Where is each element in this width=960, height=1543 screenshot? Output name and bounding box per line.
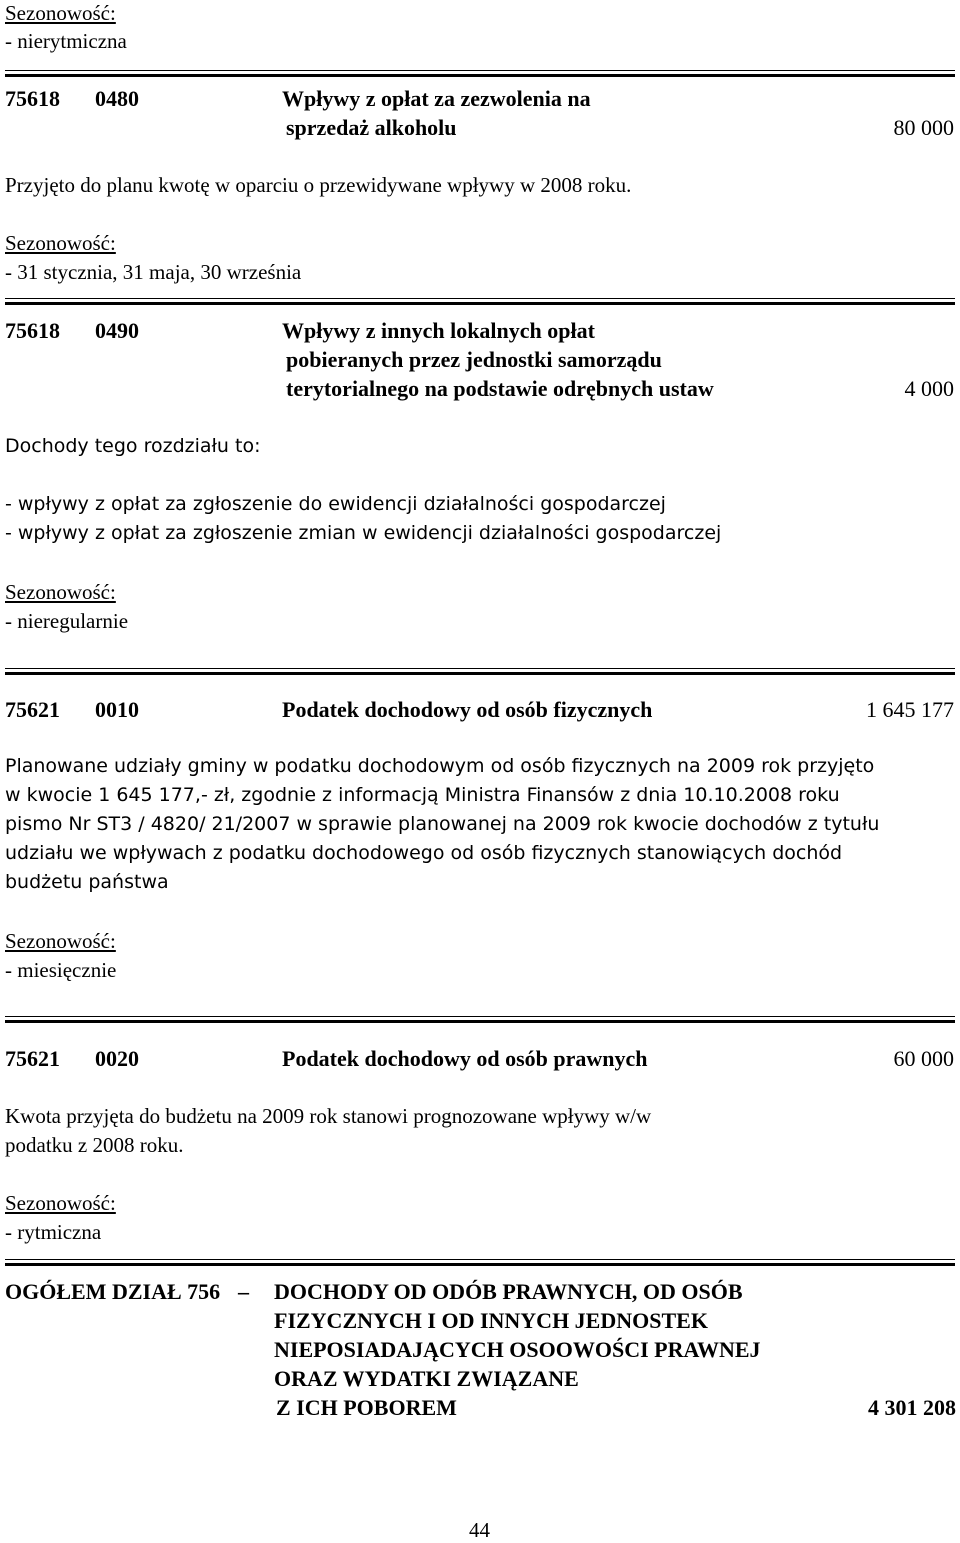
seasonality-value: - rytmiczna [5,1220,102,1244]
section-title-line: Wpływy z innych lokalnych opłat [282,318,595,343]
section-divider [5,1259,955,1266]
list-item: - wpływy z opłat za zgłoszenie do ewidencji działalności gospodarczej [5,493,666,515]
section-amount: 1 645 177 [866,697,954,722]
description-line: Kwota przyjęta do budżetu na 2009 rok stanowi prognozowane wpływy w/w [5,1104,652,1128]
seasonality-value: - 31 stycznia, 31 maja, 30 września [5,260,302,284]
seasonality-label: Sezonowość: [5,1191,116,1215]
section-divider [5,70,955,77]
section-intro: Dochody tego rozdziału to: [5,435,261,457]
total-title-line: FIZYCZNYCH I OD INNYCH JEDNOSTEK [274,1308,708,1333]
page-number: 44 [469,1518,490,1542]
total-prefix: OGÓŁEM DZIAŁ 756 [5,1279,221,1304]
description-line: podatku z 2008 roku. [5,1133,184,1157]
seasonality-value: - miesięcznie [5,958,117,982]
section-description: Przyjęto do planu kwotę w oparciu o przewidywane wpływy w 2008 roku. [5,173,632,197]
section-subcode: 0010 [95,697,139,722]
total-title-line: NIEPOSIADAJĄCYCH OSOOWOŚCI PRAWNEJ [274,1337,761,1362]
section-title: Podatek dochodowy od osób fizycznych [282,697,653,722]
section-code: 75618 [5,86,60,111]
seasonality-label: Sezonowość: [5,580,116,604]
section-title-line: sprzedaż alkoholu [286,115,457,140]
section-code: 75618 [5,318,60,343]
description-line: Planowane udziały gminy w podatku dochodowym od osób fizycznych na 2009 rok przyjęto [5,755,875,777]
section-code: 75621 [5,697,60,722]
total-dash: – [238,1279,249,1304]
seasonality-label: Sezonowość: [5,231,116,255]
section-divider [5,668,955,675]
section-title: Podatek dochodowy od osób prawnych [282,1046,648,1071]
section-title-line: terytorialnego na podstawie odrębnych ustaw [286,376,714,401]
total-title-line: DOCHODY OD ODÓB PRAWNYCH, OD OSÓB [274,1279,743,1304]
section-subcode: 0490 [95,318,139,343]
list-item: - wpływy z opłat za zgłoszenie zmian w ewidencji działalności gospodarczej [5,522,722,544]
section-title-line: Wpływy z opłat za zezwolenia na [282,86,591,111]
section-subcode: 0480 [95,86,139,111]
section-amount: 4 000 [904,376,954,401]
description-line: pismo Nr ST3 / 4820/ 21/2007 w sprawie planowanej na 2009 rok kwocie dochodów z tytułu [5,813,880,835]
total-title-line: ORAZ WYDATKI ZWIĄZANE [274,1366,579,1391]
seasonality-value: - nierytmiczna [5,29,127,53]
description-line: w kwocie 1 645 177,- zł, zgodnie z informacją Ministra Finansów z dnia 10.10.2008 roku [5,784,840,806]
section-divider [5,298,955,305]
seasonality-label: Sezonowość: [5,1,116,25]
total-title-line: Z ICH POBOREM [276,1395,457,1420]
section-divider [5,1016,955,1023]
description-line: udziału we wpływach z podatku dochodowego od osób fizycznych stanowiących dochód [5,842,843,864]
seasonality-value: - nieregularnie [5,609,129,633]
section-amount: 80 000 [893,115,954,140]
section-subcode: 0020 [95,1046,139,1071]
section-code: 75621 [5,1046,60,1071]
section-amount: 60 000 [893,1046,954,1071]
section-title-line: pobieranych przez jednostki samorządu [286,347,662,372]
total-amount: 4 301 208 [868,1395,956,1420]
seasonality-label: Sezonowość: [5,929,116,953]
description-line: budżetu państwa [5,871,169,893]
